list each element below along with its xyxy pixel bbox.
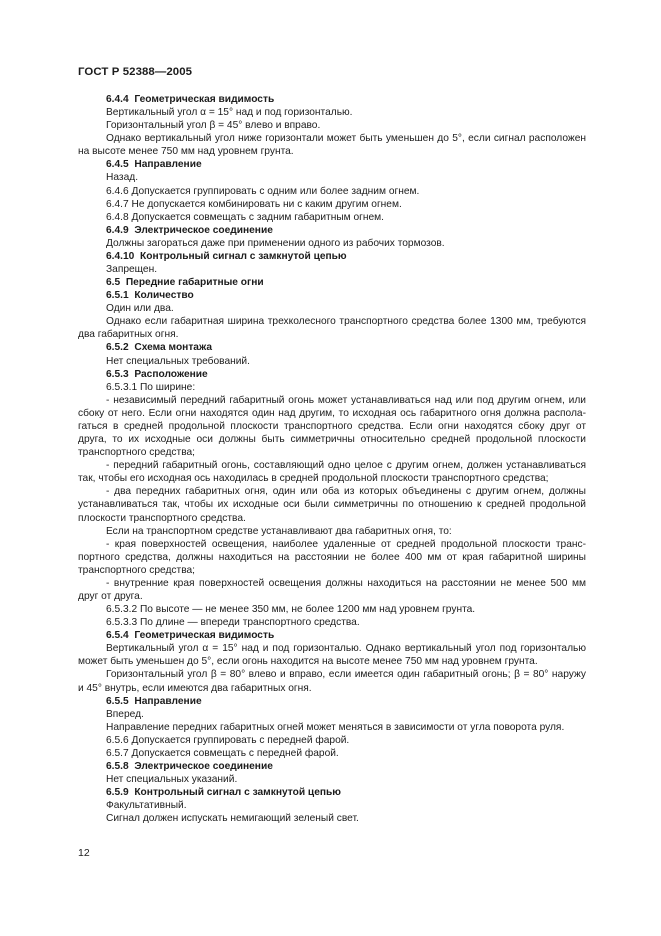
- page-number: 12: [78, 847, 90, 859]
- section-number: 6.5.5: [106, 695, 129, 707]
- text-line: Запрещен.: [106, 264, 158, 276]
- text-line: два габаритных огня.: [78, 329, 179, 341]
- text-line: Факультативный.: [106, 800, 187, 812]
- section-number: 6.4.9: [106, 224, 129, 236]
- text-line: 6.5.6 Допускается группировать с передней фарой.: [106, 734, 350, 746]
- text-line: Нет специальных требований.: [106, 355, 250, 367]
- section-number: 6.4.5: [106, 159, 129, 171]
- section-title: Геометрическая видимость: [134, 630, 275, 642]
- section-number: 6.5.9: [106, 787, 129, 799]
- text-line: 6.5.7 Допускается совмещать с передней фарой.: [106, 747, 339, 759]
- text-line: 6.5.3.3 По длине — впереди транспортного средства.: [106, 617, 360, 629]
- section-title: Передние габаритные огни: [125, 277, 264, 289]
- section-number: 6.5.8: [106, 760, 129, 772]
- section-heading: [78, 158, 586, 171]
- section-heading: [78, 760, 586, 773]
- text-line: Если на транспортном средстве устанавливают два габаритных огня, то:: [106, 525, 452, 537]
- section-heading: [78, 289, 586, 302]
- section-heading: [78, 368, 586, 381]
- section-title: Расположение: [134, 368, 208, 380]
- text-line: - независимый передний габаритный огонь может устанавливаться над или под другим огнем, или: [106, 394, 586, 406]
- section-heading: [78, 341, 586, 354]
- text-line: так, чтобы его исходная ось находилась в средней продольной плоскости транспортного средства;: [78, 473, 549, 485]
- section-number: 6.5.4: [106, 630, 129, 642]
- section-title: Контрольный сигнал с замкнутой цепью: [134, 787, 341, 799]
- text-line: Должны загораться даже при применении одного из рабочих тормозов.: [106, 237, 445, 249]
- text-line: транспортного средства;: [78, 447, 195, 459]
- section-number: 6.4.4: [106, 94, 129, 105]
- document-body: [78, 93, 586, 825]
- text-line: Направление передних габаритных огней может меняться в зависимости от угла поворота руля.: [106, 721, 565, 733]
- section-number: 6.4.10: [106, 250, 135, 262]
- section-heading: [78, 695, 586, 708]
- text-line: на высоте менее 750 мм над уровнем грунта.: [78, 146, 294, 158]
- section-title: Контрольный сигнал с замкнутой цепью: [140, 250, 347, 262]
- text-line: Вертикальный угол α = 15° над и под горизонталью.: [106, 107, 353, 119]
- text-line: - края поверхностей освещения, наиболее удаленные от средней продольной плоскости транс-: [106, 538, 586, 550]
- section-heading: [78, 93, 586, 106]
- text-line: транспортного средства;: [78, 564, 195, 576]
- text-line: сбоку от него. Если огни находятся один над другим, то исходная ось габаритного огня должна распола-: [78, 407, 586, 419]
- text-line: - внутренние края поверхностей освещения должны находиться на расстоянии не менее 500 мм: [106, 577, 586, 589]
- text-line: 6.4.6 Допускается группировать с одним или более задним огнем.: [106, 185, 420, 197]
- section-number: 6.5.3: [106, 368, 129, 380]
- text-line: Вперед.: [106, 708, 144, 720]
- text-line: устанавливаться так, чтобы их исходные оси были симметричны по отношению к средней продольной: [78, 499, 586, 511]
- section-heading: [78, 629, 586, 642]
- text-line: 6.4.8 Допускается совмещать с задним габаритным огнем.: [106, 211, 384, 223]
- section-title: Направление: [134, 695, 202, 707]
- section-heading: [78, 250, 586, 263]
- section-title: Электрическое соединение: [134, 760, 273, 772]
- text-line: Однако вертикальный угол ниже горизонтали может быть уменьшен до 5°, если сигнал расположен: [106, 133, 586, 145]
- text-line: Сигнал должен испускать немигающий зеленый свет.: [106, 813, 359, 825]
- text-line: плоскости транспортного средства.: [78, 512, 246, 524]
- section-number: 6.5.1: [106, 290, 129, 302]
- document-header: ГОСТ Р 52388—2005: [78, 66, 193, 78]
- text-line: гаться в средней продольной плоскости транспортного средства. Если огни находятся сбоку друг от: [78, 420, 586, 432]
- text-line: может быть уменьшен до 5°, если огонь находится на высоте менее 750 мм над уровнем грунта.: [78, 656, 538, 668]
- text-line: 6.4.7 Не допускается комбинировать ни с каким другим огнем.: [106, 198, 402, 210]
- text-line: - передний габаритный огонь, составляющий одно целое с другим огнем, должен устанавливаться: [106, 460, 586, 472]
- text-line: Нет специальных указаний.: [106, 774, 238, 786]
- section-heading: [78, 786, 586, 799]
- text-line: - два передних габаритных огня, один или оба из которых объединены с другим огнем, должны: [106, 486, 586, 498]
- section-heading: [78, 276, 586, 289]
- section-title: Схема монтажа: [134, 342, 212, 354]
- text-line: Горизонтальный угол β = 45° влево и вправо.: [106, 120, 321, 132]
- section-number: 6.5: [106, 277, 121, 289]
- section-number: 6.5.2: [106, 342, 129, 354]
- text-line: портного средства, должны находиться на расстоянии не более 400 мм от края габаритной ширины: [78, 551, 586, 563]
- text-line: Назад.: [106, 172, 139, 184]
- section-title: Количество: [134, 290, 194, 302]
- text-line: Вертикальный угол α = 15° над и под горизонталью. Однако вертикальный угол под горизонталью: [106, 643, 586, 655]
- section-title: Направление: [134, 159, 202, 171]
- text-line: друга, то их исходные оси должны быть симметричны относительно средней продольной плоскости: [78, 434, 586, 446]
- section-heading: [78, 224, 586, 237]
- text-line: Горизонтальный угол β = 80° влево и вправо, если имеется один габаритный огонь; β = 80° наружу: [106, 669, 586, 681]
- text-line: и 45° внутрь, если имеются два габаритных огня.: [78, 682, 312, 694]
- text-line: 6.5.3.2 По высоте — не менее 350 мм, не более 1200 мм над уровнем грунта.: [106, 604, 476, 616]
- section-title: Геометрическая видимость: [134, 94, 275, 105]
- text-line: Один или два.: [106, 303, 174, 315]
- text-line: Однако если габаритная ширина трехколесного транспортного средства более 1300 мм, требуются: [106, 316, 586, 328]
- text-line: 6.5.3.1 По ширине:: [106, 381, 196, 393]
- section-title: Электрическое соединение: [134, 224, 273, 236]
- text-line: друг от друга.: [78, 590, 143, 602]
